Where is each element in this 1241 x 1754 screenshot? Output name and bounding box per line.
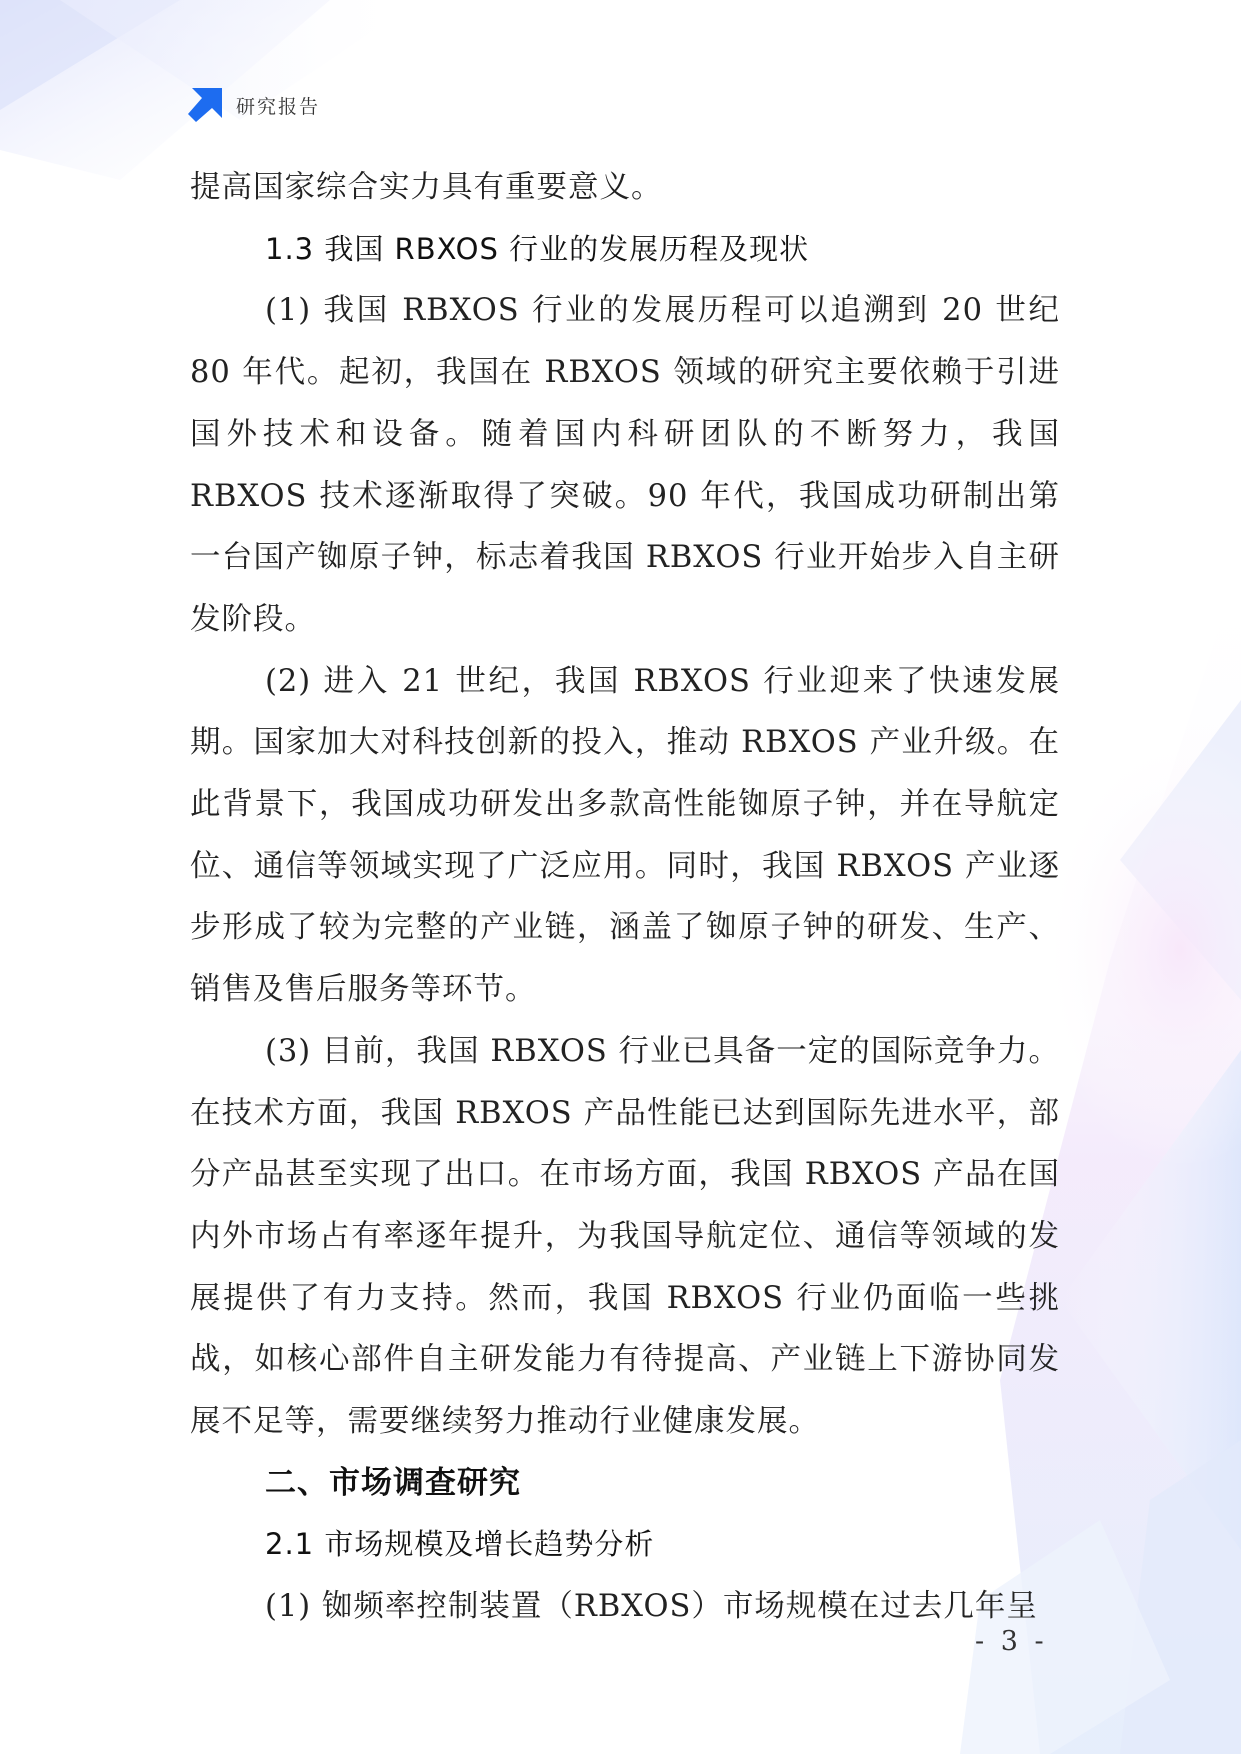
section-heading-1-3: 1.3 我国 RBXOS 行业的发展历程及现状 [265, 231, 810, 266]
page-number: - 3 - [975, 1626, 1048, 1657]
header-title: 研究报告 [236, 95, 321, 118]
paragraph-history-2: (2) 进入 21 世纪，我国 RBXOS 行业迎来了快速发展期。国家加大对科技创新的投入，推动 RBXOS 产业升级。在此背景下，我国成功研发出多款高性能铷原子钟，并在导航定位、通信等领域实现了广泛应用。同时，我国 RBXOS 产业逐步形成了较为完整的产业链，涵盖了铷原子钟的研发、生产、销售及售后服务等环节。 [190, 663, 1060, 1008]
section-heading-2-1: 2.1 市场规模及增长趋势分析 [265, 1527, 655, 1562]
document-body [190, 157, 1060, 1638]
chapter-heading-2: 二、市场调查研究 [265, 1464, 521, 1501]
paragraph-continuation: 提高国家综合实力具有重要意义。 [190, 170, 663, 205]
paragraph-market-1: (1) 铷频率控制装置（RBXOS）市场规模在过去几年呈 [265, 1589, 1038, 1625]
page-header [188, 88, 320, 122]
paragraph-history-1: (1) 我国 RBXOS 行业的发展历程可以追溯到 20 世纪 80 年代。起初，我国在 RBXOS 领域的研究主要依赖于引进国外技术和设备。随着国内科研团队的不断努力，我国 RBXOS 技术逐渐取得了突破。90 年代，我国成功研制出第一台国产铷原子钟，标志着我国 RBXOS 行业开始步入自主研发阶段。 [190, 293, 1060, 637]
arrow-up-right-icon [188, 88, 222, 122]
paragraph-history-3: (3) 目前，我国 RBXOS 行业已具备一定的国际竞争力。在技术方面，我国 RBXOS 产品性能已达到国际先进水平，部分产品甚至实现了出口。在市场方面，我国 RBXOS 产品在国内外市场占有率逐年提升，为我国导航定位、通信等领域的发展提供了有力支持。然而，我国 RBXOS 行业仍面临一些挑战，如核心部件自主研发能力有待提高、产业链上下游协同发展不足等，需要继续努力推动行业健康发展。 [190, 1033, 1060, 1440]
